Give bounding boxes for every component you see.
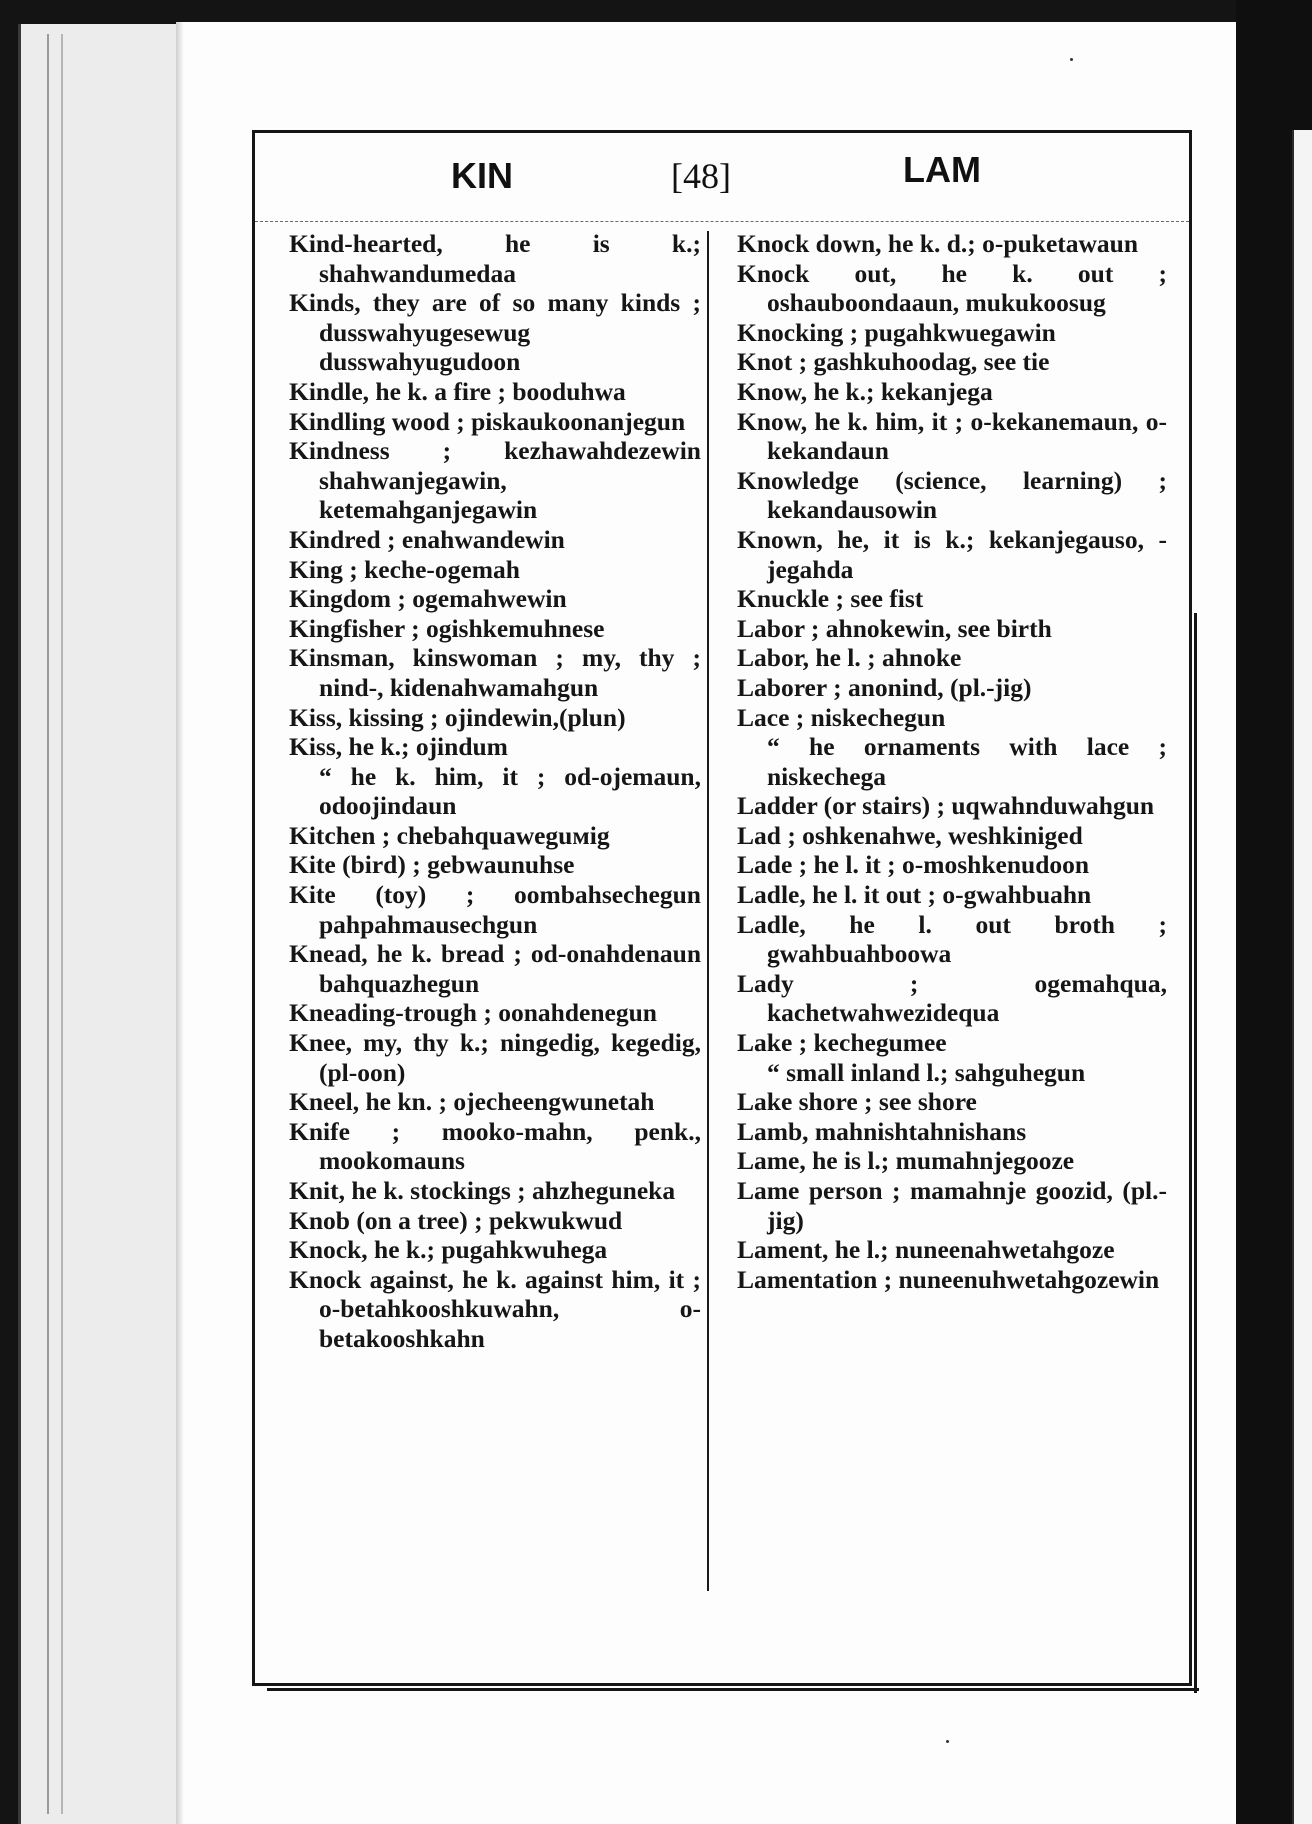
left-guide-word: KIN xyxy=(451,155,513,196)
dictionary-entry: Knob (on a tree) ; pekwukwud xyxy=(289,1205,623,1235)
dictionary-entry: Kingdom ; ogemahwewin xyxy=(289,584,567,614)
dictionary-entry: Kindle, he k. a fire ; booduhwa xyxy=(289,376,626,406)
dictionary-entry: Knife ; mooko-mahn, penk., mookomauns xyxy=(289,1116,701,1176)
dictionary-entry: Lady ; ogemahqua, kachetwahwezidequa xyxy=(737,968,1167,1028)
dictionary-entry: Lad ; oshkenahwe, weshkiniged xyxy=(737,820,1083,850)
page-frame xyxy=(252,130,1192,1686)
dictionary-entry: Labor, he l. ; ahnoke xyxy=(737,643,962,673)
frame-shadow-right xyxy=(1194,613,1197,1693)
dictionary-entry: Laborer ; anonind, (pl.-jig) xyxy=(737,672,1032,702)
dictionary-entry: Ladle, he l. it out ; o-gwahbuahn xyxy=(737,880,1092,910)
dictionary-entry: Lame, he is l.; mumahnjegooze xyxy=(737,1146,1075,1176)
dictionary-entry: Kiss, kissing ; ojindewin,(plun) xyxy=(289,702,626,732)
next-page-sliver xyxy=(1292,130,1312,1824)
dictionary-entry: Kindness ; kezhawahdezewin shahwanjegawin, ketemahganjegawin xyxy=(289,436,701,525)
dictionary-entry: Kitchen ; chebahquaweguмig xyxy=(289,820,610,850)
dictionary-entry: Lake ; kechegumee xyxy=(737,1028,947,1058)
dictionary-entry: Knock, he k.; pugahkwuhega xyxy=(289,1235,608,1265)
dictionary-entry: Labor ; ahnokewin, see birth xyxy=(737,613,1052,643)
page-edge-line xyxy=(47,34,49,1814)
dictionary-entry: Knock out, he k. out ; oshauboondaaun, mukukoosug xyxy=(737,258,1167,318)
dictionary-entry: Knit, he k. stockings ; ahzheguneka xyxy=(289,1176,676,1205)
dictionary-entry: King ; keche-ogemah xyxy=(289,554,520,584)
dictionary-entry: Lamentation ; nuneenuhwetahgozewin xyxy=(737,1264,1160,1294)
dictionary-entry: Lame person ; mamahnje goozid, (pl.-jig) xyxy=(737,1176,1167,1235)
dictionary-entry: Kindling wood ; piskaukoonanjegun xyxy=(289,406,686,436)
dictionary-entry: Lade ; he l. it ; o-moshkenudoon xyxy=(737,850,1090,880)
dictionary-entry: Lament, he l.; nuneenahwetahgoze xyxy=(737,1235,1115,1265)
dictionary-entry: Kite (toy) ; oombahsechegun pahpahmausechgun xyxy=(289,880,701,939)
dictionary-entry: “ he k. him, it ; od-ojemaun, odoojindaun xyxy=(319,761,701,821)
dictionary-entry: Know, he k.; kekanjega xyxy=(737,376,993,406)
dictionary-entry: Knee, my, thy k.; ningedig, kegedig, (pl-oon) xyxy=(289,1028,701,1087)
dictionary-entry: “ small inland l.; sahguhegun xyxy=(767,1057,1086,1087)
previous-page-edge xyxy=(18,24,181,1824)
dictionary-entry: Kite (bird) ; gebwaunuhse xyxy=(289,850,575,880)
running-header xyxy=(255,133,1189,222)
dictionary-entry: Knot ; gashkuhoodag, see tie xyxy=(737,347,1050,377)
dictionary-entry: Kindred ; enahwandewin xyxy=(289,524,565,554)
left-column xyxy=(289,229,701,1354)
gutter-shadow xyxy=(176,22,184,1824)
dictionary-entry: Knead, he k. bread ; od-onahdenaun bahquazhegun xyxy=(289,939,701,998)
dictionary-entry: Lamb, mahnishtahnishans xyxy=(737,1116,1027,1146)
paper-speck xyxy=(1070,58,1073,61)
dictionary-entry: Ladder (or stairs) ; uqwahnduwahgun xyxy=(737,791,1155,821)
right-guide-word: LAM xyxy=(903,149,981,190)
dictionary-entry: Kind-hearted, he is k.; shahwandumedaa xyxy=(289,229,701,288)
dictionary-entry: Knock against, he k. against him, it ; o-betahkooshkuwahn, o-betakooshkahn xyxy=(289,1264,701,1353)
paper-speck xyxy=(946,1740,949,1743)
dictionary-entry: Kneading-trough ; oonahdenegun xyxy=(289,998,657,1028)
column-divider xyxy=(707,231,709,1591)
dictionary-entry: Kingfisher ; ogishkemuhnese xyxy=(289,613,605,643)
right-column xyxy=(737,229,1167,1294)
dictionary-entry: Known, he, it is k.; kekanjegauso, -jegahda xyxy=(737,524,1167,584)
page-number: [48] xyxy=(671,156,731,196)
dictionary-entry: “ he ornaments with lace ; niskechega xyxy=(767,732,1167,791)
dictionary-entry: Kneel, he kn. ; ojecheengwunetah xyxy=(289,1087,655,1117)
dictionary-entry: Ladle, he l. out broth ; gwahbuahboowa xyxy=(737,909,1167,969)
dictionary-entry: Kinsman, kinswoman ; my, thy ; nind-, kidenahwamahgun xyxy=(289,643,701,702)
dictionary-entry: Lake shore ; see shore xyxy=(737,1087,977,1117)
frame-shadow-bottom xyxy=(267,1688,1199,1691)
dictionary-entry: Knowledge (science, learning) ; kekandausowin xyxy=(737,465,1167,525)
right-page-edge xyxy=(1236,0,1312,1824)
dictionary-entry: Kiss, he k.; ojindum xyxy=(289,732,508,762)
dictionary-entry: Knocking ; pugahkwuegawin xyxy=(737,317,1056,347)
dictionary-entry: Kinds, they are of so many kinds ; dusswahyugesewug dusswahyugudoon xyxy=(289,288,701,377)
dictionary-entry: Know, he k. him, it ; o-kekanemaun, o-kekandaun xyxy=(737,406,1167,466)
dictionary-entry: Knuckle ; see fist xyxy=(737,584,924,614)
dictionary-entry: Lace ; niskechegun xyxy=(737,702,946,732)
dictionary-entry: Knock down, he k. d.; o-puketawaun xyxy=(737,229,1139,258)
page-edge-line xyxy=(61,34,63,1814)
